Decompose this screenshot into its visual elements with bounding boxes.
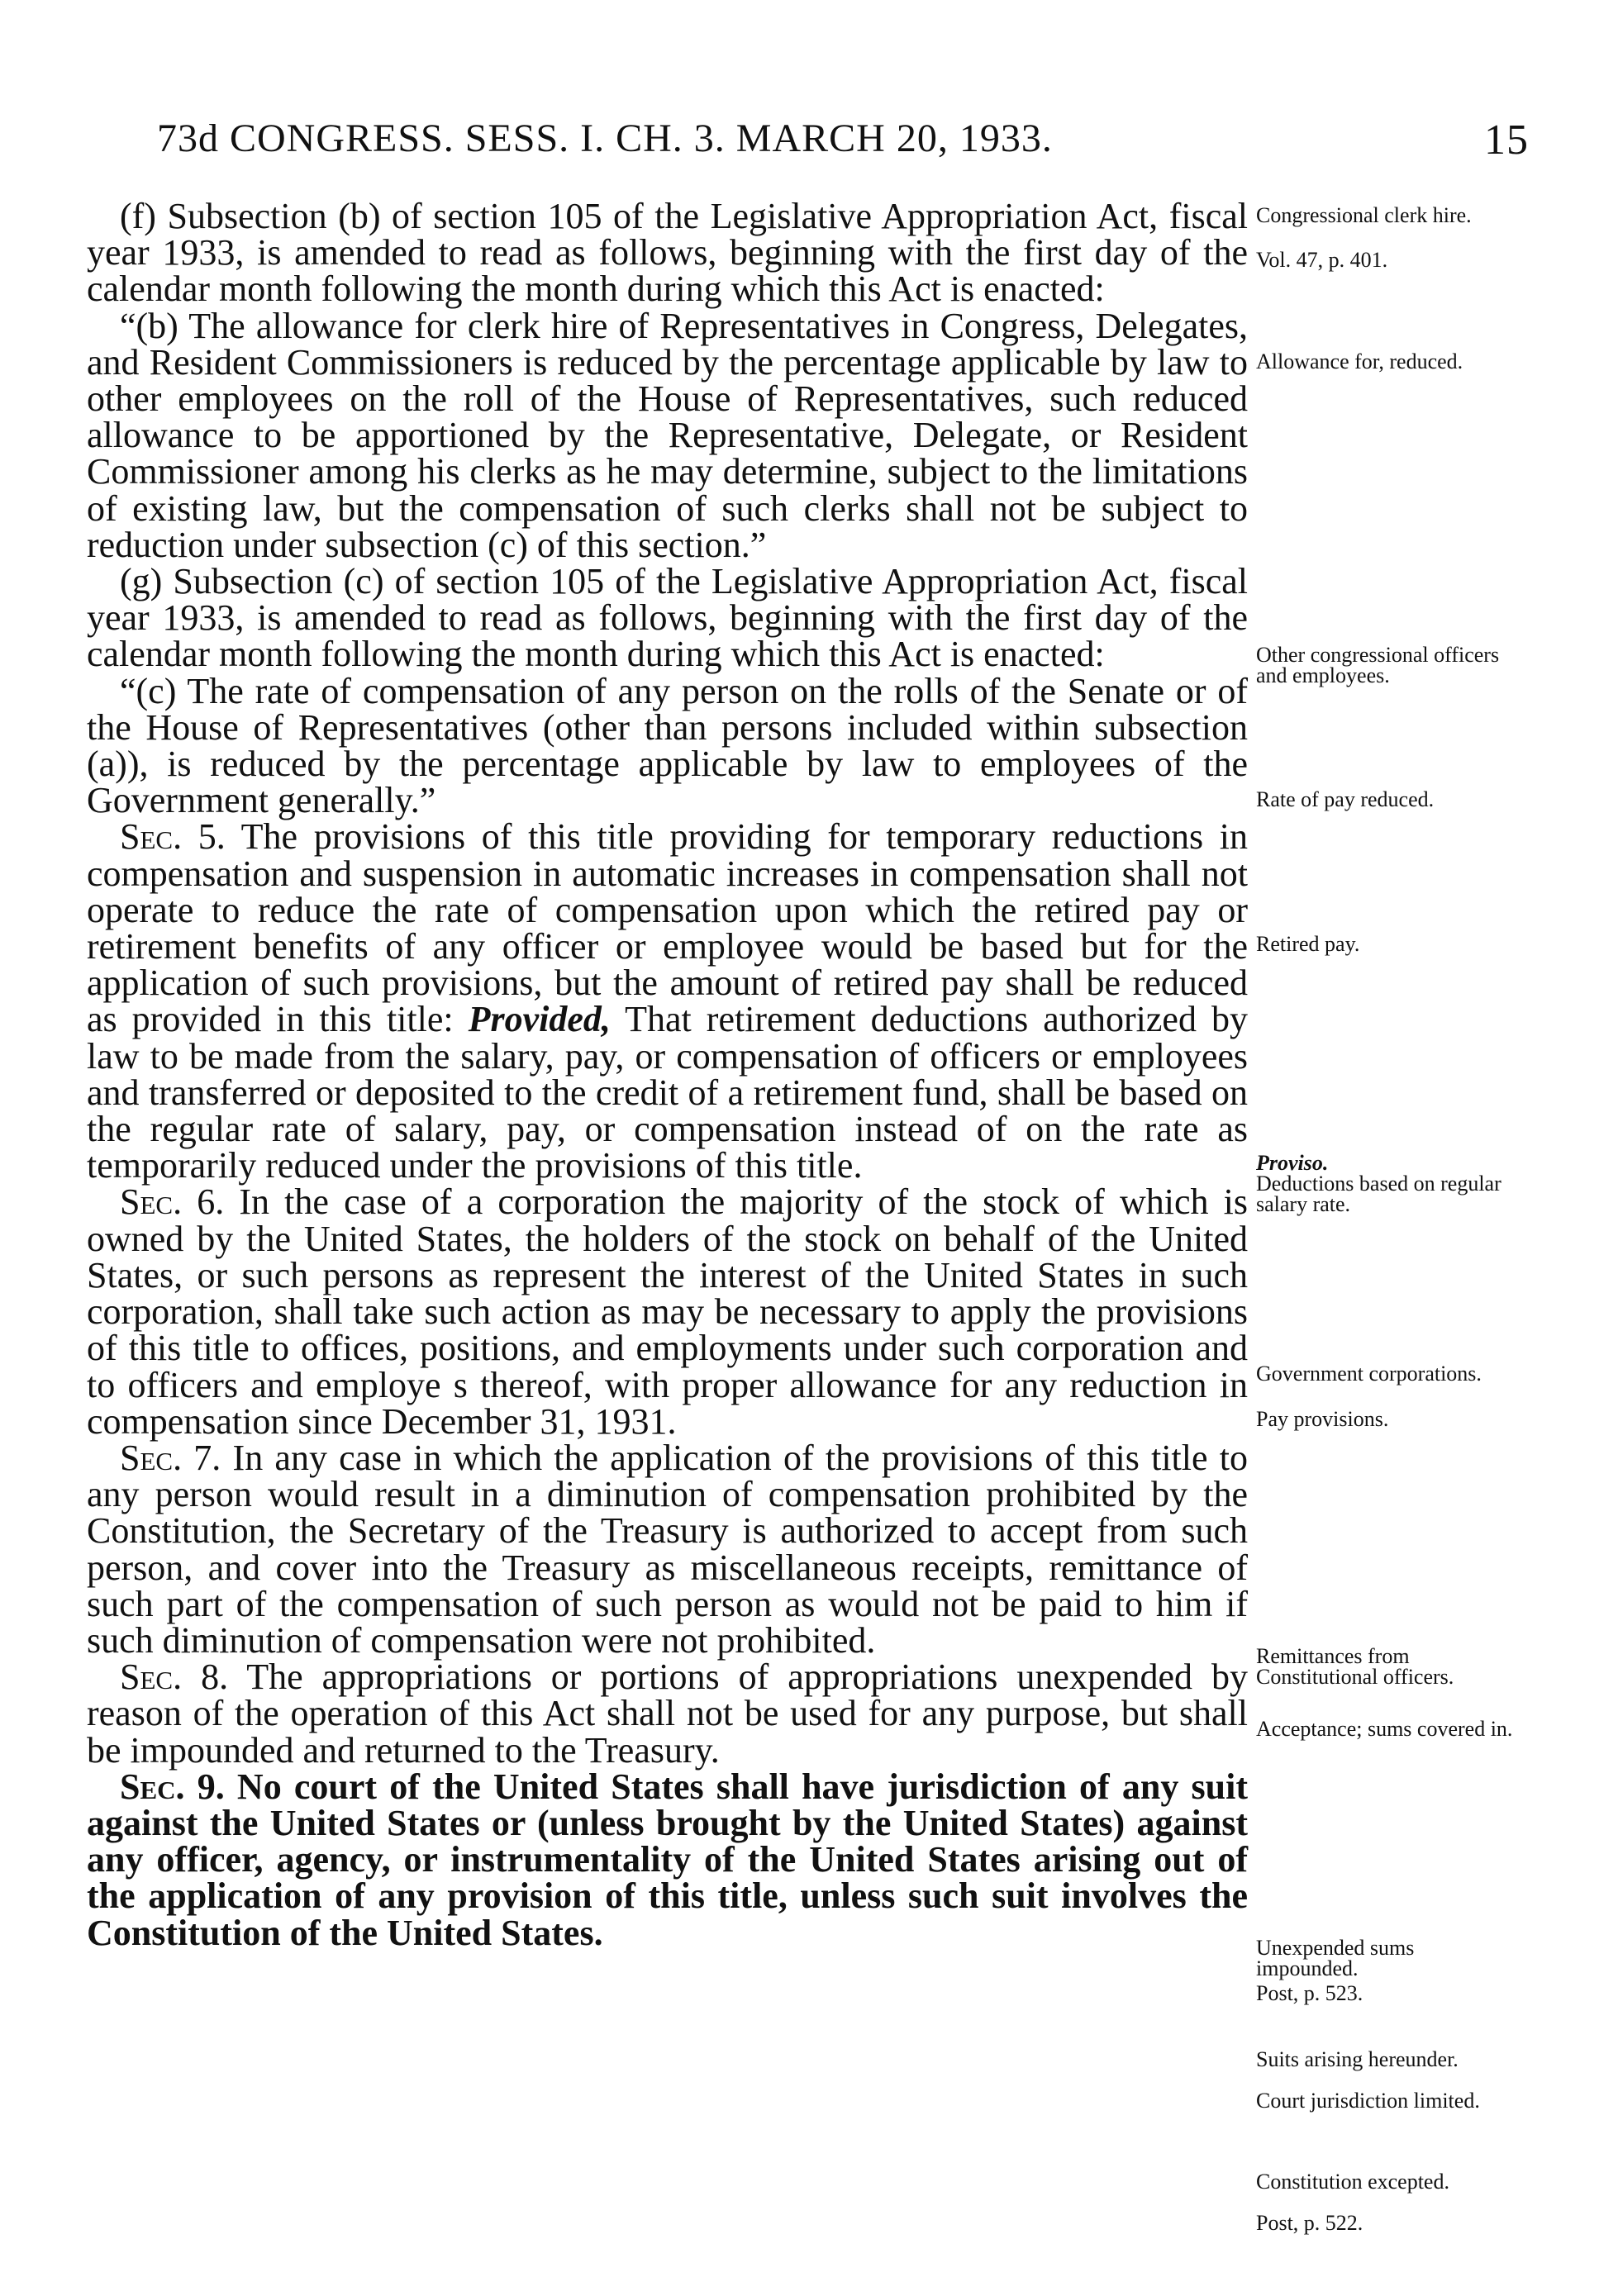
paragraph-section-7 bbox=[87, 1437, 1248, 1661]
section-8-number: Sec. 8. bbox=[120, 1657, 229, 1698]
section-5-proviso-text: That retirement deductions authorized by law to be made from the salary, pay, or compensation of officers or employees and transferred or deposited to the credit of a retirement fund, shall be based on the regular rate of salary, pay, or compensation instead of on the rate as temporarily reduced under the provisions of this title. bbox=[87, 999, 1248, 1186]
margin-note: Court jurisdiction limited. bbox=[1256, 2089, 1480, 2113]
paragraph-quoted-b: “(b) The allowance for clerk hire of Representatives in Congress, Delegates, and Resident Commissioners is reduced by the percentage applicable by law to other employees on the roll of the House of Representatives, such reduced allowance to be apportioned by the Representative, Delegate, or Resident Commissioner among his clerks as he may determine, subject to the limitations of existing law, but the compensation of such clerks shall not be subject to reduction under subsection (c) of this section.” bbox=[87, 305, 1248, 565]
margin-note-proviso bbox=[1256, 1153, 1520, 1173]
section-7-text: In any case in which the application of the provisions of this title to any person would result in a diminution of compensation prohibited by the Constitution, the Secretary of the Treasury is authorized to accept from such person, and cover into the Treasury as miscellaneous receipts, remittance of such part of the compensation of such person as would not be paid to him if such diminution of compensation were not prohibited. bbox=[87, 1437, 1248, 1661]
margin-note: Unexpended sums impounded. bbox=[1256, 1936, 1415, 1980]
margin-note: Other congressional officers and employees. bbox=[1256, 643, 1500, 687]
margin-note: Government corporations. bbox=[1256, 1362, 1482, 1386]
margin-note: Deductions based on regular salary rate. bbox=[1256, 1172, 1501, 1216]
paragraph-section-9 bbox=[87, 1766, 1248, 1953]
paragraph-section-8 bbox=[87, 1659, 1248, 1769]
margin-note: Remittances from Constitutional officers. bbox=[1256, 1644, 1454, 1689]
margin-note: Suits arising hereunder. bbox=[1256, 2047, 1459, 2071]
paragraph-quoted-c: “(c) The rate of compensation of any person on the rolls of the Senate or of the House of Representatives (other than persons included within subsection (a)), is reduced by the percentage applicable by law to employees of the Government generally.” bbox=[87, 670, 1248, 821]
paragraph-section-5 bbox=[87, 816, 1248, 1186]
margin-note: Vol. 47, p. 401. bbox=[1256, 248, 1388, 272]
body-text bbox=[87, 198, 1248, 1951]
section-5-number: Sec. 5. bbox=[120, 816, 226, 858]
margin-note: Allowance for, reduced. bbox=[1256, 349, 1463, 373]
proviso-word: Provided, bbox=[468, 999, 611, 1040]
section-9-number: Sec. 9. bbox=[120, 1766, 225, 1807]
margin-note-cross-ref: Post, p. 522. bbox=[1256, 2211, 1363, 2235]
margin-note: Pay provisions. bbox=[1256, 1407, 1389, 1431]
margin-note: Congressional clerk hire. bbox=[1256, 203, 1472, 227]
section-9-text: No court of the United States shall have jurisdiction of any suit against the United States or (unless brought by the United States) against any officer, agency, or instrumentality of the United States arising out of the application of any provision of this title, unless such suit involves the Constitution of the United States. bbox=[87, 1766, 1248, 1953]
section-6-text: In the case of a corporation the majority of the stock of which is owned by the United States, the holders of the stock on behalf of the United States, or such persons as represent the interest of the United States in such corporation, shall take such action as may be necessary to apply the provisions of this title to offices, positions, and employments under such corporation and to officers and employe s thereof, with proper allowance for any reduction in compensation since December 31, 1931. bbox=[87, 1181, 1248, 1442]
section-7-number: Sec. 7. bbox=[120, 1437, 221, 1478]
margin-note-cross-ref: Post, p. 523. bbox=[1256, 1981, 1363, 2005]
paragraph-subsection-g: (g) Subsection (c) of section 105 of the Legislative Appropriation Act, fiscal year 1933, is amended to read as follows, beginning with the first day of the calendar month following the month during which this Act is enacted: bbox=[87, 561, 1248, 675]
margin-note: Constitution excepted. bbox=[1256, 2170, 1449, 2194]
margin-note: Rate of pay reduced. bbox=[1256, 787, 1435, 811]
running-head: 73d CONGRESS. SESS. I. CH. 3. MARCH 20, 1933. bbox=[157, 116, 1053, 160]
page-header bbox=[157, 116, 1529, 174]
margin-note: Acceptance; sums covered in. bbox=[1256, 1717, 1513, 1741]
paragraph-subsection-f: (f) Subsection (b) of section 105 of the Legislative Appropriation Act, fiscal year 1933, is amended to read as follows, beginning with the first day of the calendar month following the month during which this Act is enacted: bbox=[87, 196, 1248, 310]
page-number: 15 bbox=[1484, 116, 1529, 164]
paragraph-section-6 bbox=[87, 1181, 1248, 1442]
section-8-text: The appropriations or portions of appropriations unexpended by reason of the operation of this Act shall not be used for any purpose, but shall be impounded and returned to the Treasury. bbox=[87, 1657, 1248, 1771]
section-5-text: The provisions of this title providing for temporary reductions in compensation and suspension in automatic increases in compensation shall not operate to reduce the rate of compensation upon which the retired pay or retirement benefits of any officer or employee would be based but for the application of such provisions, but the amount of retired pay shall be reduced as provided in this title: bbox=[87, 816, 1248, 1040]
section-6-number: Sec. 6. bbox=[120, 1181, 225, 1223]
proviso-label: Proviso. bbox=[1256, 1151, 1329, 1175]
margin-note: Retired pay. bbox=[1256, 932, 1360, 956]
